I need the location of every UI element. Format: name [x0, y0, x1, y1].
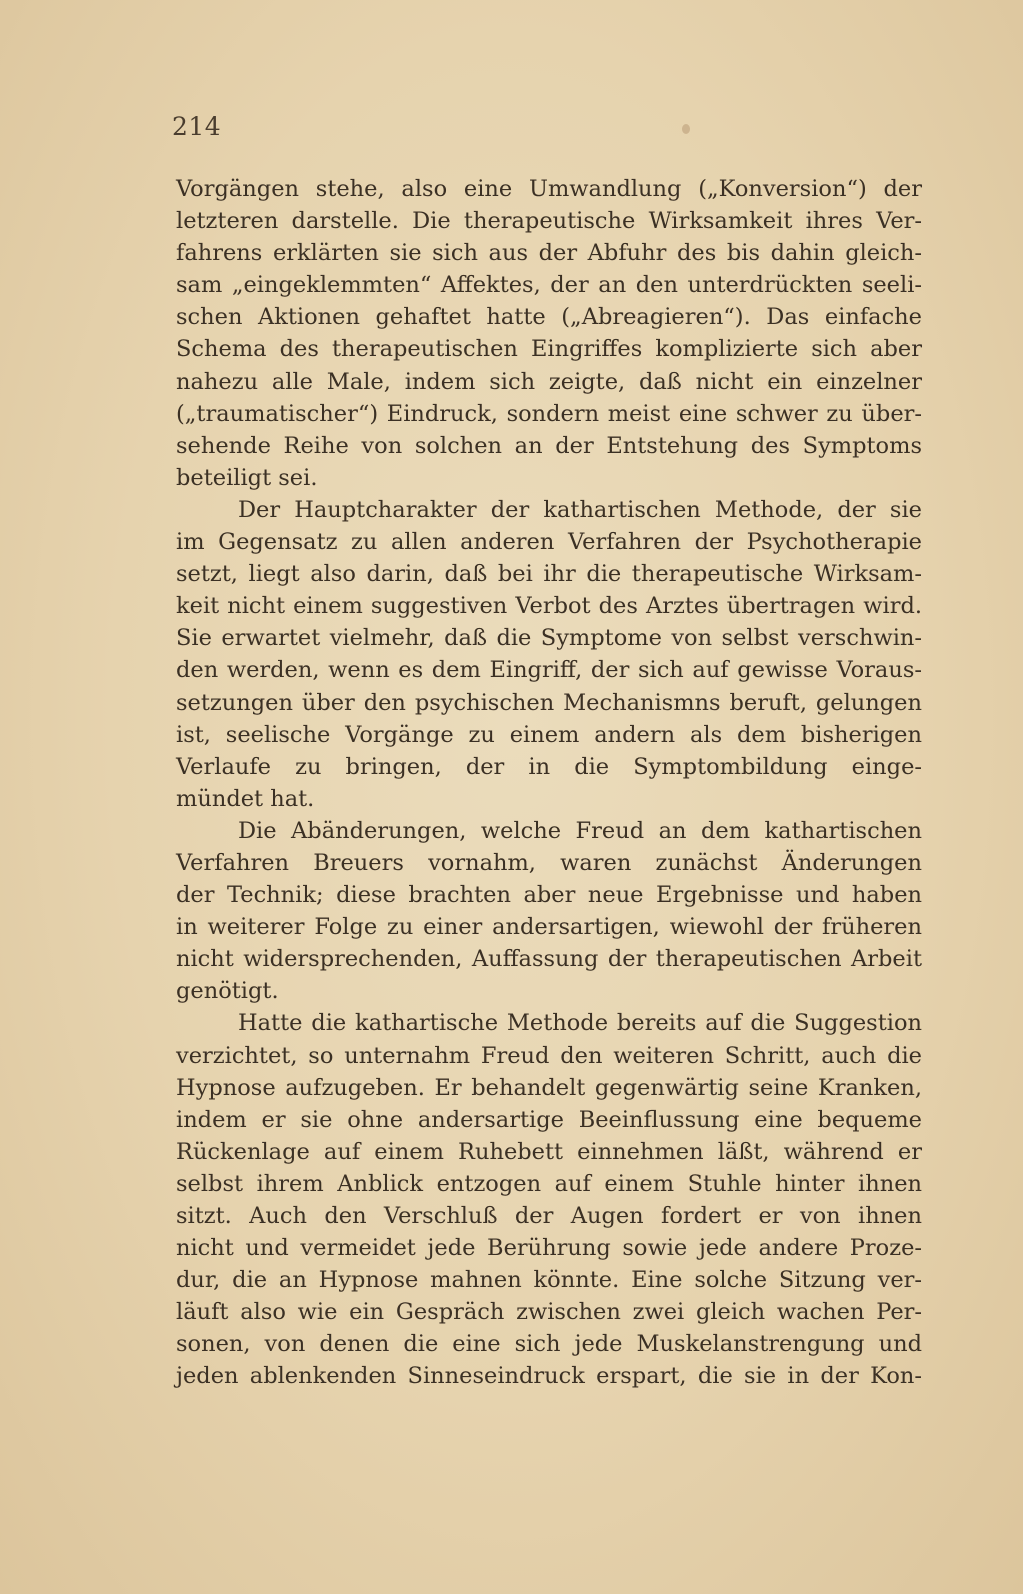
text-line: sitzt. Auch den Verschluß der Augen fordert er von ihnen	[176, 1203, 922, 1229]
text-line: Der Hauptcharakter der kathartischen Methode, der sie	[238, 496, 922, 523]
paragraph-4	[176, 1007, 922, 1392]
text-line: Hatte die kathartische Methode bereits auf die Suggestion	[238, 1010, 922, 1037]
text-line: im Gegensatz zu allen anderen Verfahren der Psychotherapie	[176, 529, 922, 556]
text-line: ist, seelische Vorgänge zu einem andern als dem bisherigen	[176, 721, 922, 748]
text-line: indem er sie ohne andersartige Beeinflussung eine bequeme	[176, 1106, 922, 1133]
text-line: fahrens erklärten sie sich aus der Abfuhr des bis dahin gleich-	[176, 240, 922, 267]
text-line: setzt, liegt also darin, daß bei ihr die therapeutische Wirksam-	[176, 561, 922, 588]
paragraph-2	[176, 494, 922, 815]
text-line: läuft also wie ein Gespräch zwischen zwei gleich wachen Per-	[176, 1299, 922, 1326]
paragraph-1	[176, 173, 922, 494]
paper-stain	[682, 124, 690, 134]
text-line: dur, die an Hypnose mahnen könnte. Eine solche Sitzung ver-	[176, 1267, 922, 1294]
text-line: („traumatischer“) Eindruck, sondern meist eine schwer zu über-	[176, 400, 922, 427]
text-line: sonen, von denen die eine sich jede Muskelanstrengung und	[176, 1331, 922, 1358]
text-line: Sie erwartet vielmehr, daß die Symptome von selbst verschwin-	[176, 625, 922, 652]
text-line: Verlaufe zu bringen, der in die Symptombildung einge-	[176, 753, 922, 780]
text-line: nicht widersprechenden, Auffassung der therapeutischen Arbeit	[176, 946, 922, 973]
text-line: der Technik; diese brachten aber neue Ergebnisse und haben	[176, 882, 922, 909]
text-line: nicht und vermeidet jede Berührung sowie jede andere Proze-	[176, 1235, 922, 1262]
text-line: keit nicht einem suggestiven Verbot des Arztes übertragen wird.	[176, 593, 922, 620]
text-line: selbst ihrem Anblick entzogen auf einem Stuhle hinter ihnen	[176, 1170, 922, 1197]
text-line: sehende Reihe von solchen an der Entstehung des Symptoms	[176, 432, 922, 459]
page-number: 214	[172, 112, 222, 141]
text-line: in weiterer Folge zu einer andersartigen, wiewohl der früheren	[176, 914, 922, 941]
text-line: genötigt.	[176, 978, 279, 1005]
text-line: verzichtet, so unternahm Freud den weiteren Schritt, auch die	[176, 1042, 922, 1069]
text-line: beteiligt sei.	[176, 464, 318, 491]
text-line: den werden, wenn es dem Eingriff, der sich auf gewisse Voraus-	[176, 657, 922, 684]
text-line: Schema des therapeutischen Eingriffes komplizierte sich aber	[176, 336, 922, 363]
text-line: letzteren darstelle. Die therapeutische Wirksamkeit ihres Ver-	[176, 208, 922, 235]
text-line: jeden ablenkenden Sinneseindruck erspart, die sie in der Kon-	[176, 1363, 922, 1390]
text-line: Verfahren Breuers vornahm, waren zunächst Änderungen	[176, 849, 922, 876]
text-line: setzungen über den psychischen Mechanismns beruft, gelungen	[176, 689, 922, 716]
text-line: sam „eingeklemmten“ Affektes, der an den unterdrückten seeli-	[176, 272, 922, 299]
text-line: mündet hat.	[176, 785, 315, 812]
text-line: Vorgängen stehe, also eine Umwandlung („Konversion“) der	[176, 176, 922, 202]
paragraph-3	[176, 815, 922, 1008]
text-line: Rückenlage auf einem Ruhebett einnehmen läßt, während er	[176, 1138, 922, 1165]
text-line: Die Abänderungen, welche Freud an dem kathartischen	[238, 817, 922, 844]
text-line: nahezu alle Male, indem sich zeigte, daß nicht ein einzelner	[176, 368, 922, 395]
text-line: schen Aktionen gehaftet hatte („Abreagieren“). Das einfache	[176, 304, 922, 331]
body-text	[176, 173, 922, 1393]
text-line: Hypnose aufzugeben. Er behandelt gegenwärtig seine Kranken,	[176, 1074, 922, 1101]
